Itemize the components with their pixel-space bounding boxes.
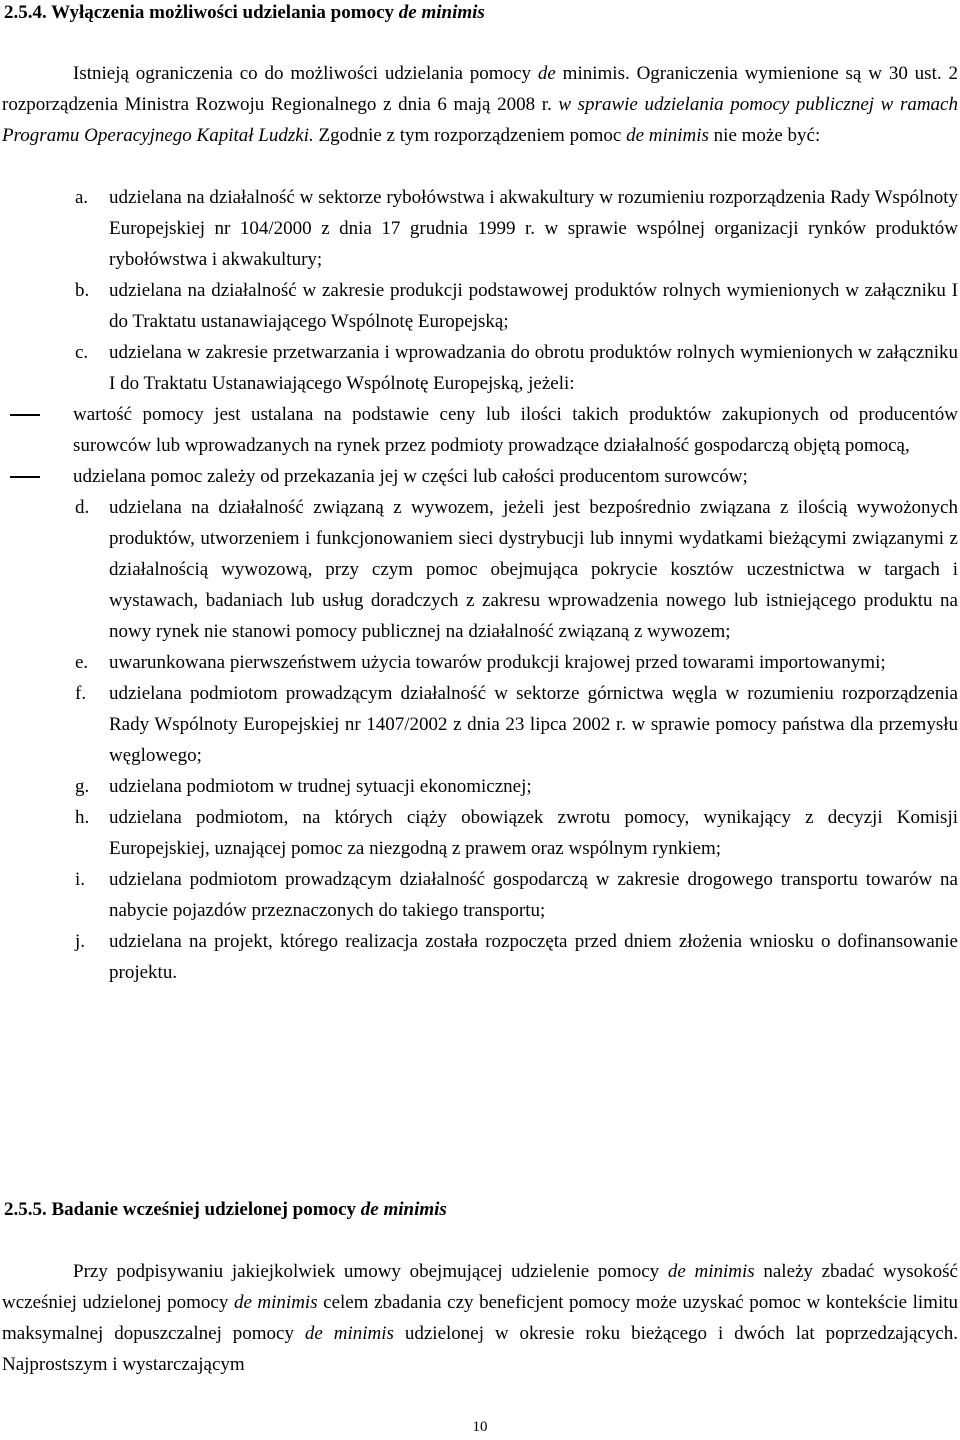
page-number: 10 xyxy=(472,1419,488,1435)
list-item: d. udzielana na działalność związaną z wywozem, jeżeli jest bezpośrednio związana z ilością wywożonych produktów, utworzeniem i funkcjonowaniem sieci dystrybucji lub innymi wydatkami bieżącymi związanymi z działalnością wywozową, przy czym pomoc obejmująca pokrycie kosztów uczestnictwa w targach i wystawach, badaniach lub usług doradczych z zakresu wprowadzenia nowego lub istniejącego produktu na nowy rynek nie stanowi pomocy publicznej na działalność związaną z wywozem; xyxy=(75,497,958,642)
dash-marker xyxy=(10,414,40,416)
list-item: j. udzielana na projekt, którego realizacja została rozpoczęta przed dniem złożenia wniosku o dofinansowanie projektu. xyxy=(75,931,958,983)
list-item: b. udzielana na działalność w zakresie produkcji podstawowej produktów rolnych wymienionych w załączniku I do Traktatu ustanawiającego Wspólnotę Europejską; xyxy=(75,280,958,332)
list-item: f. udzielana podmiotom prowadzącym działalność w sektorze górnictwa węgla w rozumieniu rozporządzenia Rady Wspólnoty Europejskiej nr 1407/2002 z dnia 23 lipca 2002 r. w sprawie pomocy państwa dla przemysłu węglowego; xyxy=(75,683,958,766)
section-heading-2-5-4: 2.5.4. Wyłączenia możliwości udzielania pomocy de minimis xyxy=(4,2,485,23)
list-item: e. uwarunkowana pierwszeństwem użycia towarów produkcji krajowej przed towarami importowanymi; xyxy=(75,652,886,673)
exclusion-list xyxy=(2,182,958,988)
dash-item: udzielana pomoc zależy od przekazania jej w części lub całości producentom surowców; xyxy=(2,461,958,492)
intro-paragraph: Istnieją ograniczenia co do możliwości udzielania pomocy de minimis. Ograniczenia wymienione są w 30 ust. 2 rozporządzenia Ministra Rozwoju Regionalnego z dnia 6 mają 2008 r. w sprawie udzielania pomocy publicznej w ramach Programu Operacyjnego Kapitał Ludzki. Zgodnie z tym rozporządzeniem pomoc de minimis nie może być: xyxy=(2,63,958,146)
dash-item: wartość pomocy jest ustalana na podstawie ceny lub ilości takich produktów zakupionych od producentów surowców lub wprowadzanych na rynek przez podmioty prowadzące działalność gospodarczą objętą pomocą, xyxy=(2,399,958,461)
list-item: i. udzielana podmiotom prowadzącym działalność gospodarczą w zakresie drogowego transportu towarów na nabycie pojazdów przeznaczonych do takiego transportu; xyxy=(75,869,958,921)
list-item: h. udzielana podmiotom, na których ciąży obowiązek zwrotu pomocy, wynikający z decyzji Komisji Europejskiej, uznającej pomoc za niezgodną z prawem oraz wspólnym rynkiem; xyxy=(75,807,958,859)
section2-paragraph: Przy podpisywaniu jakiejkolwiek umowy obejmującej udzielenie pomocy de minimis należy zbadać wysokość wcześniej udzielonej pomocy de minimis celem zbadania czy beneficjent pomocy może uzyskać pomoc w kontekście limitu maksymalnej dopuszczalnej pomocy de minimis udzielonej w okresie roku bieżącego i dwóch lat poprzedzających. Najprostszym i wystarczającym xyxy=(2,1261,959,1375)
list-item: g. udzielana podmiotom w trudnej sytuacji ekonomicznej; xyxy=(75,776,532,797)
list-item: c. udzielana w zakresie przetwarzania i wprowadzania do obrotu produktów rolnych wymienionych w załączniku I do Traktatu Ustanawiającego Wspólnotę Europejską, jeżeli: xyxy=(75,342,958,394)
dash-marker xyxy=(10,476,40,478)
section-heading-2-5-5: 2.5.5. Badanie wcześniej udzielonej pomocy de minimis xyxy=(4,1199,447,1220)
list-item: a. udzielana na działalność w sektorze rybołówstwa i akwakultury w rozumieniu rozporządzenia Rady Wspólnoty Europejskiej nr 104/2000 z dnia 17 grudnia 1999 r. w sprawie wspólnej organizacji rynków produktów rybołówstwa i akwakultury; xyxy=(75,187,958,270)
